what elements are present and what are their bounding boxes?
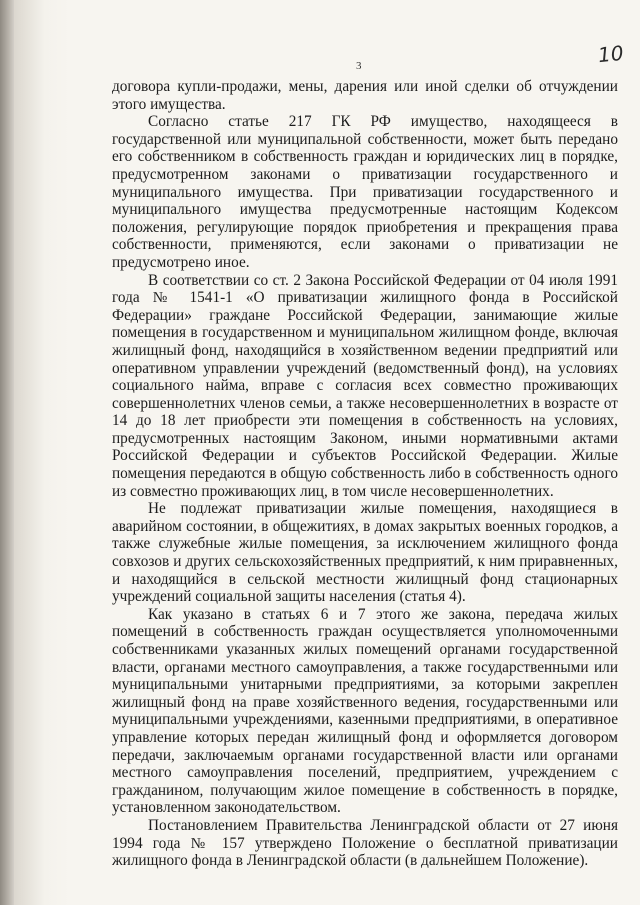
document-body xyxy=(112,78,618,870)
paragraph-article-217: Согласно статье 217 ГК РФ имущество, находящееся в государственной или муниципальной собственности, может быть передано его собственником в собственность граждан и юридических лиц в порядке, предусмотренном законами о приватизации государственного и муниципального имущества. При приватизации государственного и муниципального имущества предусмотренные настоящим Кодексом положения, регулирующие порядок приобретения и прекращения права собственности, применяются, если законами о приватизации не предусмотрено иное. xyxy=(112,113,618,271)
paragraph-law-article-2: В соответствии со ст. 2 Закона Российской Федерации от 04 июля 1991 года № 1541-1 «О приватизации жилищного фонда в Российской Федерации» граждане Российской Федерации, занимающие жилые помещения в государственном и муниципальном жилищном фонде, включая жилищный фонд, находящийся в хозяйственном ведении предприятий или оперативном управлении учреждений (ведомственный фонд), на условиях социального найма, вправе с согласия всех совместно проживающих совершеннолетних членов семьи, а также несовершеннолетних в возрасте от 14 до 18 лет приобрести эти помещения в собственность на условиях, предусмотренных настоящим Законом, иными нормативными актами Российской Федерации и субъектов Российской Федерации. Жилые помещения передаются в общую собственность либо в собственность одного из совместно проживающих лиц, в том числе несовершеннолетних. xyxy=(112,271,618,500)
binding-edge xyxy=(0,0,14,905)
paragraph-resolution: Постановлением Правительства Ленинградской области от 27 июня 1994 года № 157 утверждено Положение о бесплатной приватизации жилищного фонда в Ленинградской области (в дальнейшем Положение). xyxy=(112,816,618,870)
page-number: 3 xyxy=(356,60,362,72)
handwritten-page-mark: 10 xyxy=(596,40,625,68)
paragraph-not-subject: Не подлежат приватизации жилые помещения, находящиеся в аварийном состоянии, в общежитиях, в домах закрытых военных городков, а также служебные жилые помещения, за исключением жилищного фонда совхозов и других сельскохозяйственных предприятий, к ним приравненных, и находящийся в сельской местности жилищный фонд стационарных учреждений социальной защиты населения (статья 4). xyxy=(112,500,618,606)
paragraph-continuation: договора купли-продажи, мены, дарения или иной сделки об отчуждении этого имущества. xyxy=(112,78,618,113)
paragraph-articles-6-7: Как указано в статьях 6 и 7 этого же закона, передача жилых помещений в собственность граждан осуществляется уполномоченными собственниками указанных жилых помещений органами государственной власти, органами местного самоуправления, а также государственными или муниципальными унитарными предприятиями, за которыми закреплен жилищный фонд на праве хозяйственного ведения, государственными или муниципальными учреждениями, казенными предприятиями, в оперативное управление которых передан жилищный фонд и оформляется договором передачи, заключаемым органами государственной власти или органами местного самоуправления поселений, предприятием, учреждением с гражданином, получающим жилое помещение в собственность в порядке, установленном законодательством. xyxy=(112,605,618,817)
